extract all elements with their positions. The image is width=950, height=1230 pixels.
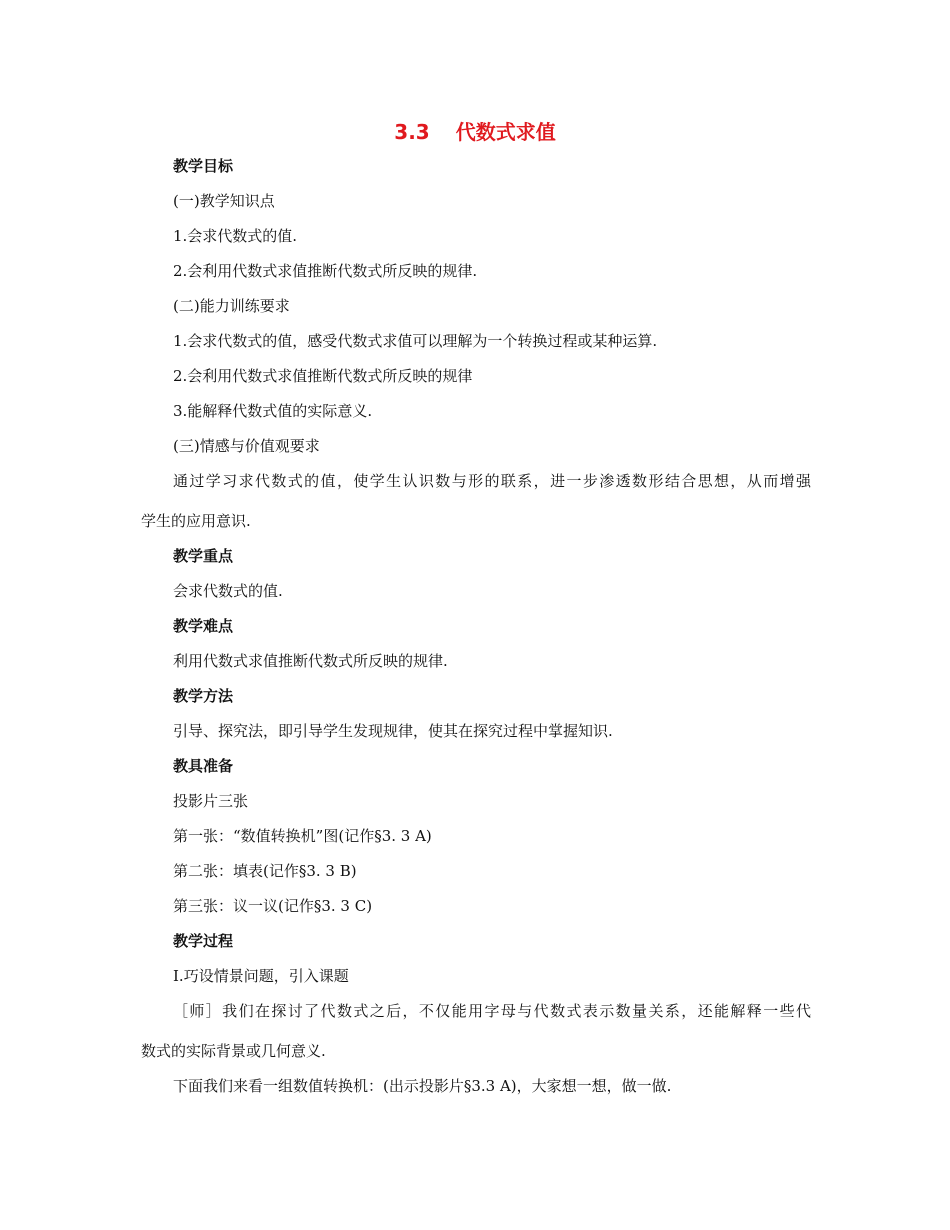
materials-slide-3: 第三张：议一议(记作§3. 3 C) xyxy=(173,897,373,915)
heading-process: 教学过程 xyxy=(173,932,234,950)
process-paragraph-2: 下面我们来看一组数值转换机：(出示投影片§3.3 A)，大家想一想，做一做. xyxy=(173,1077,672,1095)
heading-methods: 教学方法 xyxy=(173,687,234,705)
heading-difficulties: 教学难点 xyxy=(173,617,234,635)
process-paragraph-1-line1: ［师］我们在探讨了代数式之后，不仅能用字母与代数式表示数量关系，还能解释一些代 xyxy=(173,1002,811,1020)
title-text: 代数式求值 xyxy=(455,120,556,144)
page-title xyxy=(0,119,950,145)
ability-item-2: 2.会利用代数式求值推断代数式所反映的规律 xyxy=(173,367,473,385)
heading-objectives: 教学目标 xyxy=(173,157,234,175)
heading-key-points: 教学重点 xyxy=(173,547,234,565)
methods-text: 引导、探究法，即引导学生发现规律，使其在探究过程中掌握知识. xyxy=(173,722,613,740)
key-points-text: 会求代数式的值. xyxy=(173,582,283,600)
heading-materials: 教具准备 xyxy=(173,757,234,775)
ability-heading: (二)能力训练要求 xyxy=(173,297,290,315)
ability-item-1: 1.会求代数式的值，感受代数式求值可以理解为一个转换过程或某种运算. xyxy=(173,332,658,350)
emotion-heading: (三)情感与价值观要求 xyxy=(173,437,320,455)
knowledge-heading: (一)教学知识点 xyxy=(173,192,275,210)
emotion-paragraph-line2: 学生的应用意识. xyxy=(141,512,251,530)
materials-slide-1: 第一张：“数值转换机”图(记作§3. 3 A) xyxy=(173,827,432,845)
ability-item-3: 3.能解释代数式值的实际意义. xyxy=(173,402,373,420)
process-paragraph-1-line2: 数式的实际背景或几何意义. xyxy=(141,1042,326,1060)
materials-slide-2: 第二张：填表(记作§3. 3 B) xyxy=(173,862,357,880)
emotion-paragraph-line1: 通过学习求代数式的值，使学生认识数与形的联系，进一步渗透数形结合思想，从而增强 xyxy=(173,472,811,490)
section-number: 3.3 xyxy=(394,120,430,144)
materials-intro: 投影片三张 xyxy=(173,792,249,810)
difficulties-text: 利用代数式求值推断代数式所反映的规律. xyxy=(173,652,448,670)
knowledge-item-2: 2.会利用代数式求值推断代数式所反映的规律. xyxy=(173,262,478,280)
process-step-1: Ⅰ.巧设情景问题，引入课题 xyxy=(173,967,349,985)
knowledge-item-1: 1.会求代数式的值. xyxy=(173,227,298,245)
